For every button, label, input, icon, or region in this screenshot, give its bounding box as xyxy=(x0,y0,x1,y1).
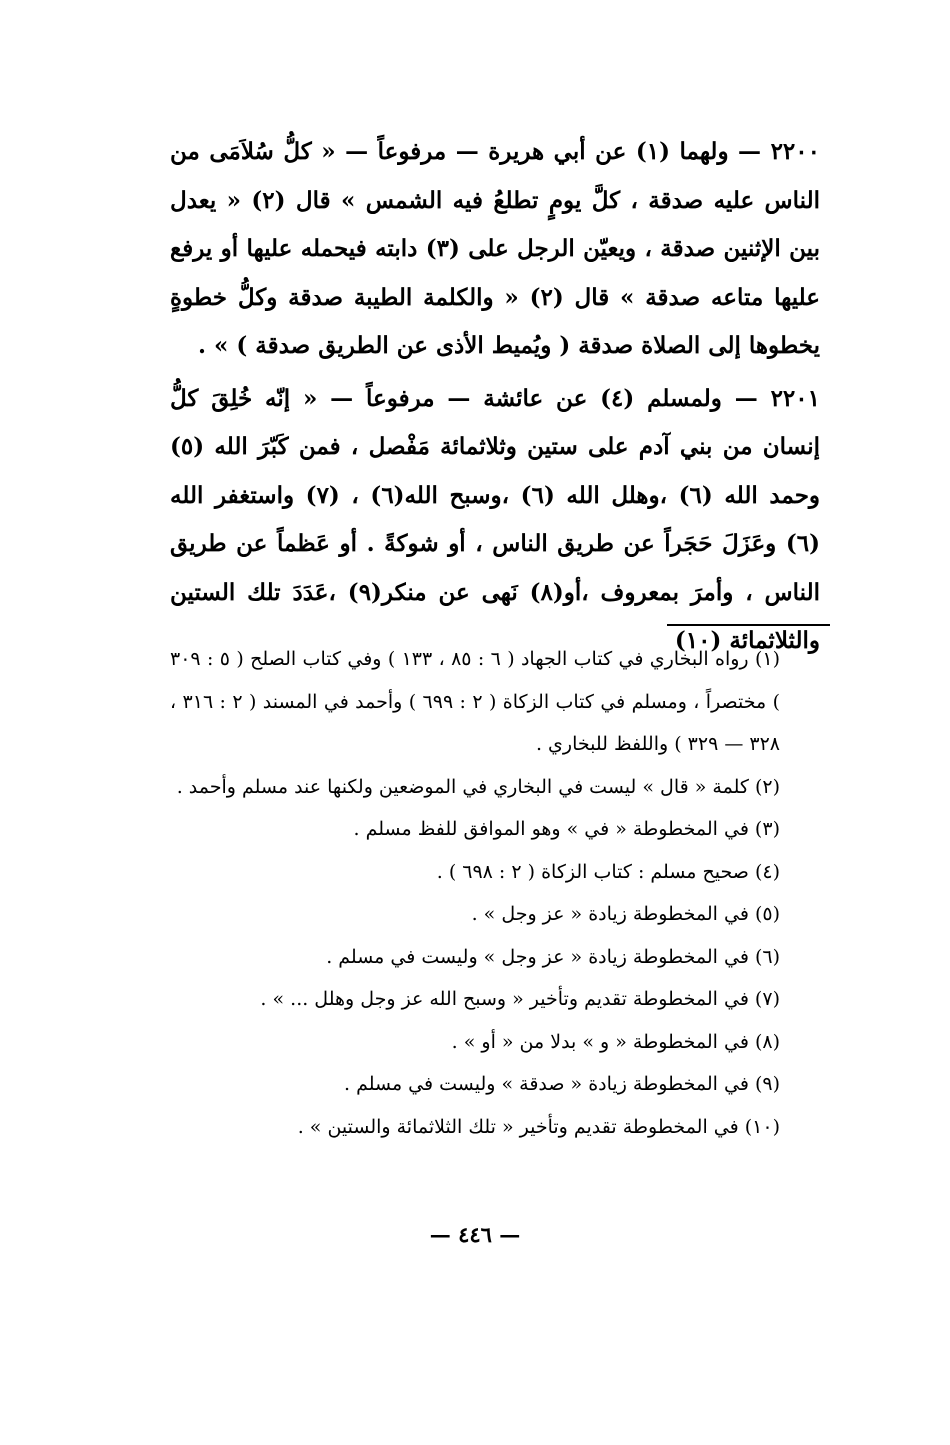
hadith-text xyxy=(170,128,820,670)
footnote-10: (١٠) في المخطوطة تقديم وتأخير « تلك الثلاثمائة والستين » . xyxy=(297,1115,780,1138)
hadith-2200: ٢٢٠٠ — ولهما (١) عن أبي هريرة — مرفوعاً — « كلُّ سُلاَمَى من الناس عليه صدقة ، كلَّ يومٍ تطلعُ فيه الشمس » قال (٢) « يعدل بين الإثنين صدقة ، ويعيّن الرجل على (٣) دابته فيحمله عليها أو يرفع عليها متاعه صدقة » قال (٢) « والكلمة الطيبة صدقة وكلُّ خطوةٍ يخطوها إلى الصلاة صدقة ( ويُميط الأذى عن الطريق صدقة ) » . xyxy=(170,138,820,359)
footnote-2: (٢) كلمة « قال » ليست في البخاري في الموضعين ولكنها عند مسلم وأحمد . xyxy=(176,775,780,798)
footnote-3: (٣) في المخطوطة « في » وهو الموافق للفظ مسلم . xyxy=(353,818,780,840)
footnote-1: (١) رواه البخاري في كتاب الجهاد ( ٦ : ٨٥ ، ١٣٣ ) وفي كتاب الصلح ( ٥ : ٣٠٩ ) مختصراً ، ومسلم في كتاب الزكاة ( ٢ : ٦٩٩ ) وأحمد في المسند ( ٢ : ٣١٦ ، ٣٢٨ — ٣٢٩ ) واللفظ للبخاري . xyxy=(170,648,781,755)
footnote-7: (٧) في المخطوطة تقديم وتأخير « وسبح الله عز وجل وهلل ... » . xyxy=(260,988,780,1010)
page-number: — ٤٤٦ — xyxy=(429,1222,521,1247)
hadith-2201: ٢٢٠١ — ولمسلم (٤) عن عائشة — مرفوعاً — « إنّه خُلِقَ كلُّ إنسان من بني آدم على ستين وثلاثمائة مَفْصل ، فمن كَبّرَ الله (٥) وحمد الله (٦) ،وهلل الله (٦) ،وسبح الله(٦) ، (٧) واستغفر الله (٦) وعَزَلَ حَجَراً عن طريق الناس ، أو شوكةً . أو عَظماً عن طريق الناس ، وأمرَ بمعروف ،أو(٨) نَهى عن منكر(٩) ،عَدَدَ تلك الستين والثلاثمائة (١٠) xyxy=(170,384,821,654)
footnote-4: (٤) صحيح مسلم : كتاب الزكاة ( ٢ : ٦٩٨ ) . xyxy=(436,860,780,883)
footnote-separator xyxy=(667,624,830,626)
footnote-8: (٨) في المخطوطة « و » بدلا من « أو » . xyxy=(451,1030,780,1053)
footnotes xyxy=(170,638,820,1148)
footnote-9: (٩) في المخطوطة زيادة « صدقة » وليست في مسلم . xyxy=(343,1073,780,1095)
footnote-5: (٥) في المخطوطة زيادة « عز وجل » . xyxy=(471,903,780,925)
footnote-6: (٦) في المخطوطة زيادة « عز وجل » وليست في مسلم . xyxy=(326,945,780,968)
